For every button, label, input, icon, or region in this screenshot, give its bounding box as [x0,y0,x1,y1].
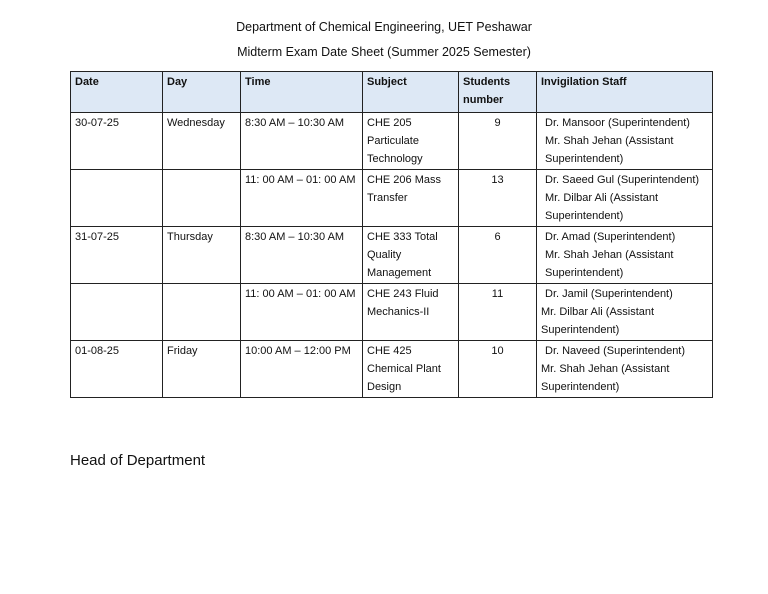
subject-cell: CHE 206 Mass Transfer [363,170,459,227]
superintendent: Dr. Mansoor (Superintendent) [545,117,690,129]
day-cell [163,284,241,341]
day-cell: Friday [163,341,241,398]
students-cell: 10 [459,341,537,398]
table-row [71,284,713,341]
table-row [71,227,713,284]
column-header-date: Date [71,72,163,113]
time-cell: 11: 00 AM – 01: 00 AM [241,284,363,341]
datesheet-title: Midterm Exam Date Sheet (Summer 2025 Semester) [237,45,531,59]
staff-cell [537,170,713,227]
subject-cell: CHE 205 Particulate Technology [363,113,459,170]
assistant-superintendent: Mr. Shah Jehan (Assistant Superintendent) [541,363,670,393]
column-header-subject: Subject [363,72,459,113]
department-title: Department of Chemical Engineering, UET Peshawar [236,20,532,34]
subject-cell: CHE 243 Fluid Mechanics-II [363,284,459,341]
time-cell: 10:00 AM – 12:00 PM [241,341,363,398]
date-cell: 31-07-25 [71,227,163,284]
column-header-staff: Invigilation Staff [537,72,713,113]
date-cell: 01-08-25 [71,341,163,398]
students-cell: 9 [459,113,537,170]
table-header-row [71,72,713,113]
staff-cell [537,341,713,398]
subject-cell: CHE 425 Chemical Plant Design [363,341,459,398]
assistant-superintendent: Mr. Dilbar Ali (Assistant Superintendent) [541,306,655,336]
time-cell: 8:30 AM – 10:30 AM [241,227,363,284]
column-header-day: Day [163,72,241,113]
date-sheet-table [70,71,713,398]
day-cell [163,170,241,227]
table-row [71,341,713,398]
assistant-superintendent: Mr. Shah Jehan (Assistant Superintendent) [545,135,674,165]
column-header-time: Time [241,72,363,113]
day-cell: Wednesday [163,113,241,170]
assistant-superintendent: Mr. Shah Jehan (Assistant Superintendent) [545,249,674,279]
table-row [71,113,713,170]
superintendent: Dr. Amad (Superintendent) [545,231,676,243]
time-cell: 11: 00 AM – 01: 00 AM [241,170,363,227]
superintendent: Dr. Saeed Gul (Superintendent) [545,174,700,186]
students-cell: 13 [459,170,537,227]
staff-cell [537,284,713,341]
staff-cell [537,227,713,284]
day-cell: Thursday [163,227,241,284]
superintendent: Dr. Jamil (Superintendent) [545,288,673,300]
subject-cell: CHE 333 Total Quality Management [363,227,459,284]
assistant-superintendent: Mr. Dilbar Ali (Assistant Superintendent) [545,192,659,222]
date-cell [71,284,163,341]
students-cell: 11 [459,284,537,341]
staff-cell [537,113,713,170]
time-cell: 8:30 AM – 10:30 AM [241,113,363,170]
students-cell: 6 [459,227,537,284]
table-row [71,170,713,227]
superintendent: Dr. Naveed (Superintendent) [545,345,686,357]
head-of-department-signature: Head of Department [70,452,206,469]
date-cell [71,170,163,227]
date-cell: 30-07-25 [71,113,163,170]
column-header-students: Students number [459,72,537,113]
